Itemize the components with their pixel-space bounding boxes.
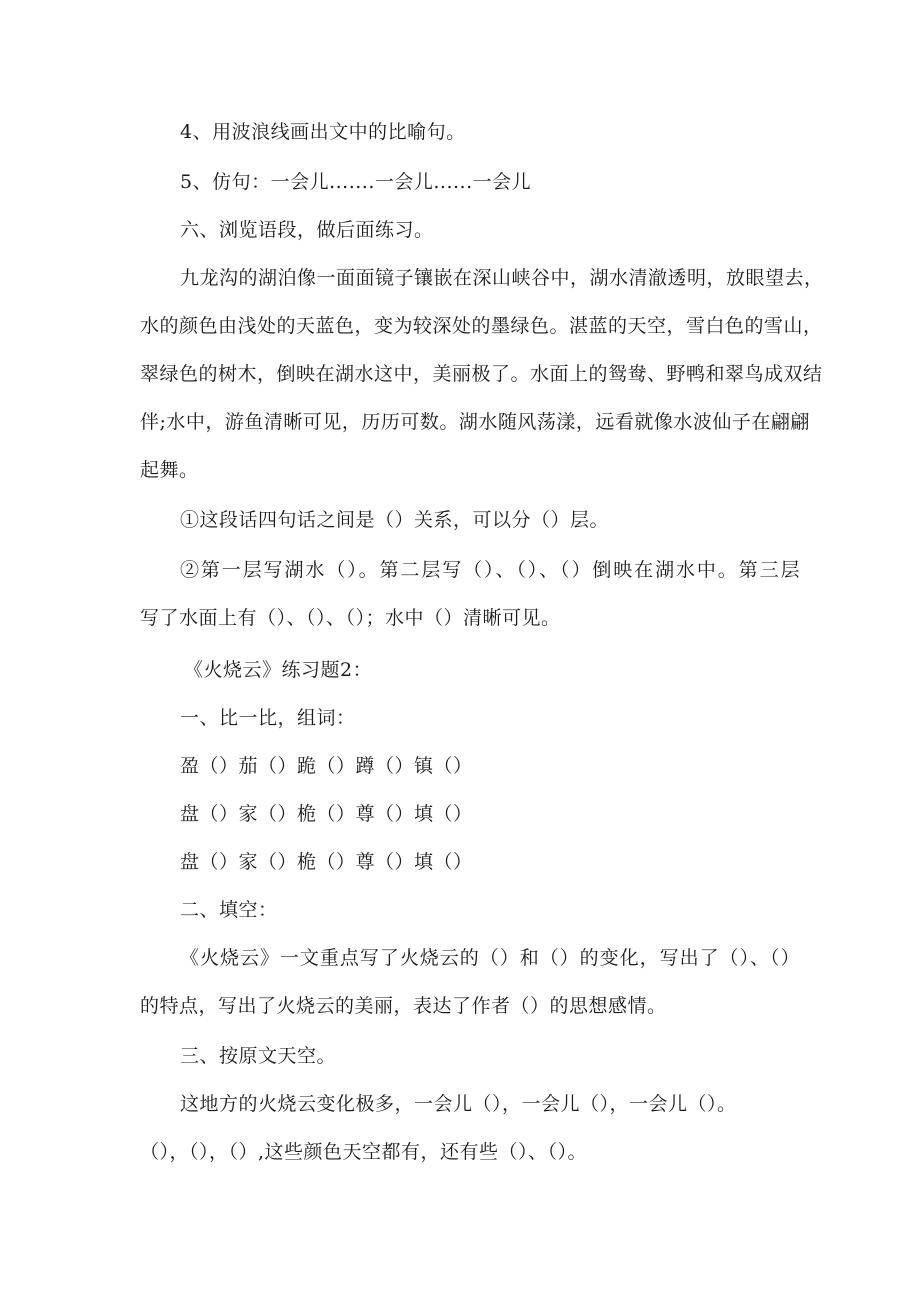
question-4: 4、用波浪线画出文中的比喻句。: [180, 121, 466, 143]
passage-line: 水的颜色由浅处的天蓝色，变为较深处的墨绿色。湛蓝的天空，雪白色的雪山，: [140, 315, 823, 337]
section-1-heading: 一、比一比，组词：: [180, 707, 356, 729]
question-5: 5、仿句：一会儿.......一会儿......一会儿: [180, 171, 532, 193]
passage-line: 起舞。: [140, 459, 199, 481]
exercise-1: ①这段话四句话之间是（）关系，可以分（）层。: [180, 509, 610, 531]
word-row: 盘（）家（）桅（）尊（）填（）: [180, 851, 473, 873]
exercise-2-continued: 写了水面上有（）、（）、（）；水中（）清晰可见。: [140, 607, 561, 629]
word-row: 盈（）茄（）跪（）蹲（）镇（）: [180, 755, 473, 777]
exercise-2: ②第一层写湖水（）。第二层写（）、（）、（）倒映在湖水中。第三层: [180, 559, 800, 581]
recall-line: 这地方的火烧云变化极多，一会儿（），一会儿（），一会儿（）。: [180, 1093, 737, 1115]
section-3-heading: 三、按原文天空。: [180, 1045, 337, 1067]
fill-blank-line: 《火烧云》一文重点写了火烧云的（）和（）的变化，写出了（）、（）: [180, 947, 800, 969]
section-6-heading: 六、浏览语段，做后面练习。: [180, 219, 434, 241]
passage-line: 翠绿色的树木，倒映在湖水这中，美丽极了。水面上的鸳鸯、野鸭和翠鸟成双结: [140, 363, 823, 385]
passage-line: 伴;水中，游鱼清晰可见，历历可数。湖水随风荡漾，远看就像水波仙子在翩翩: [140, 411, 810, 433]
fill-blank-line: 的特点，写出了火烧云的美丽，表达了作者（）的思想感情。: [140, 995, 667, 1017]
word-row: 盘（）家（）桅（）尊（）填（）: [180, 803, 473, 825]
section-2-heading: 二、填空：: [180, 899, 278, 921]
passage-line: 九龙沟的湖泊像一面面镜子镶嵌在深山峡谷中，湖水清澈透明，放眼望去，: [180, 267, 824, 289]
recall-line: （），（），（）,这些颜色天空都有，还有些（）、（）。: [140, 1141, 588, 1163]
practice-title: 《火烧云》练习题2：: [184, 659, 373, 681]
